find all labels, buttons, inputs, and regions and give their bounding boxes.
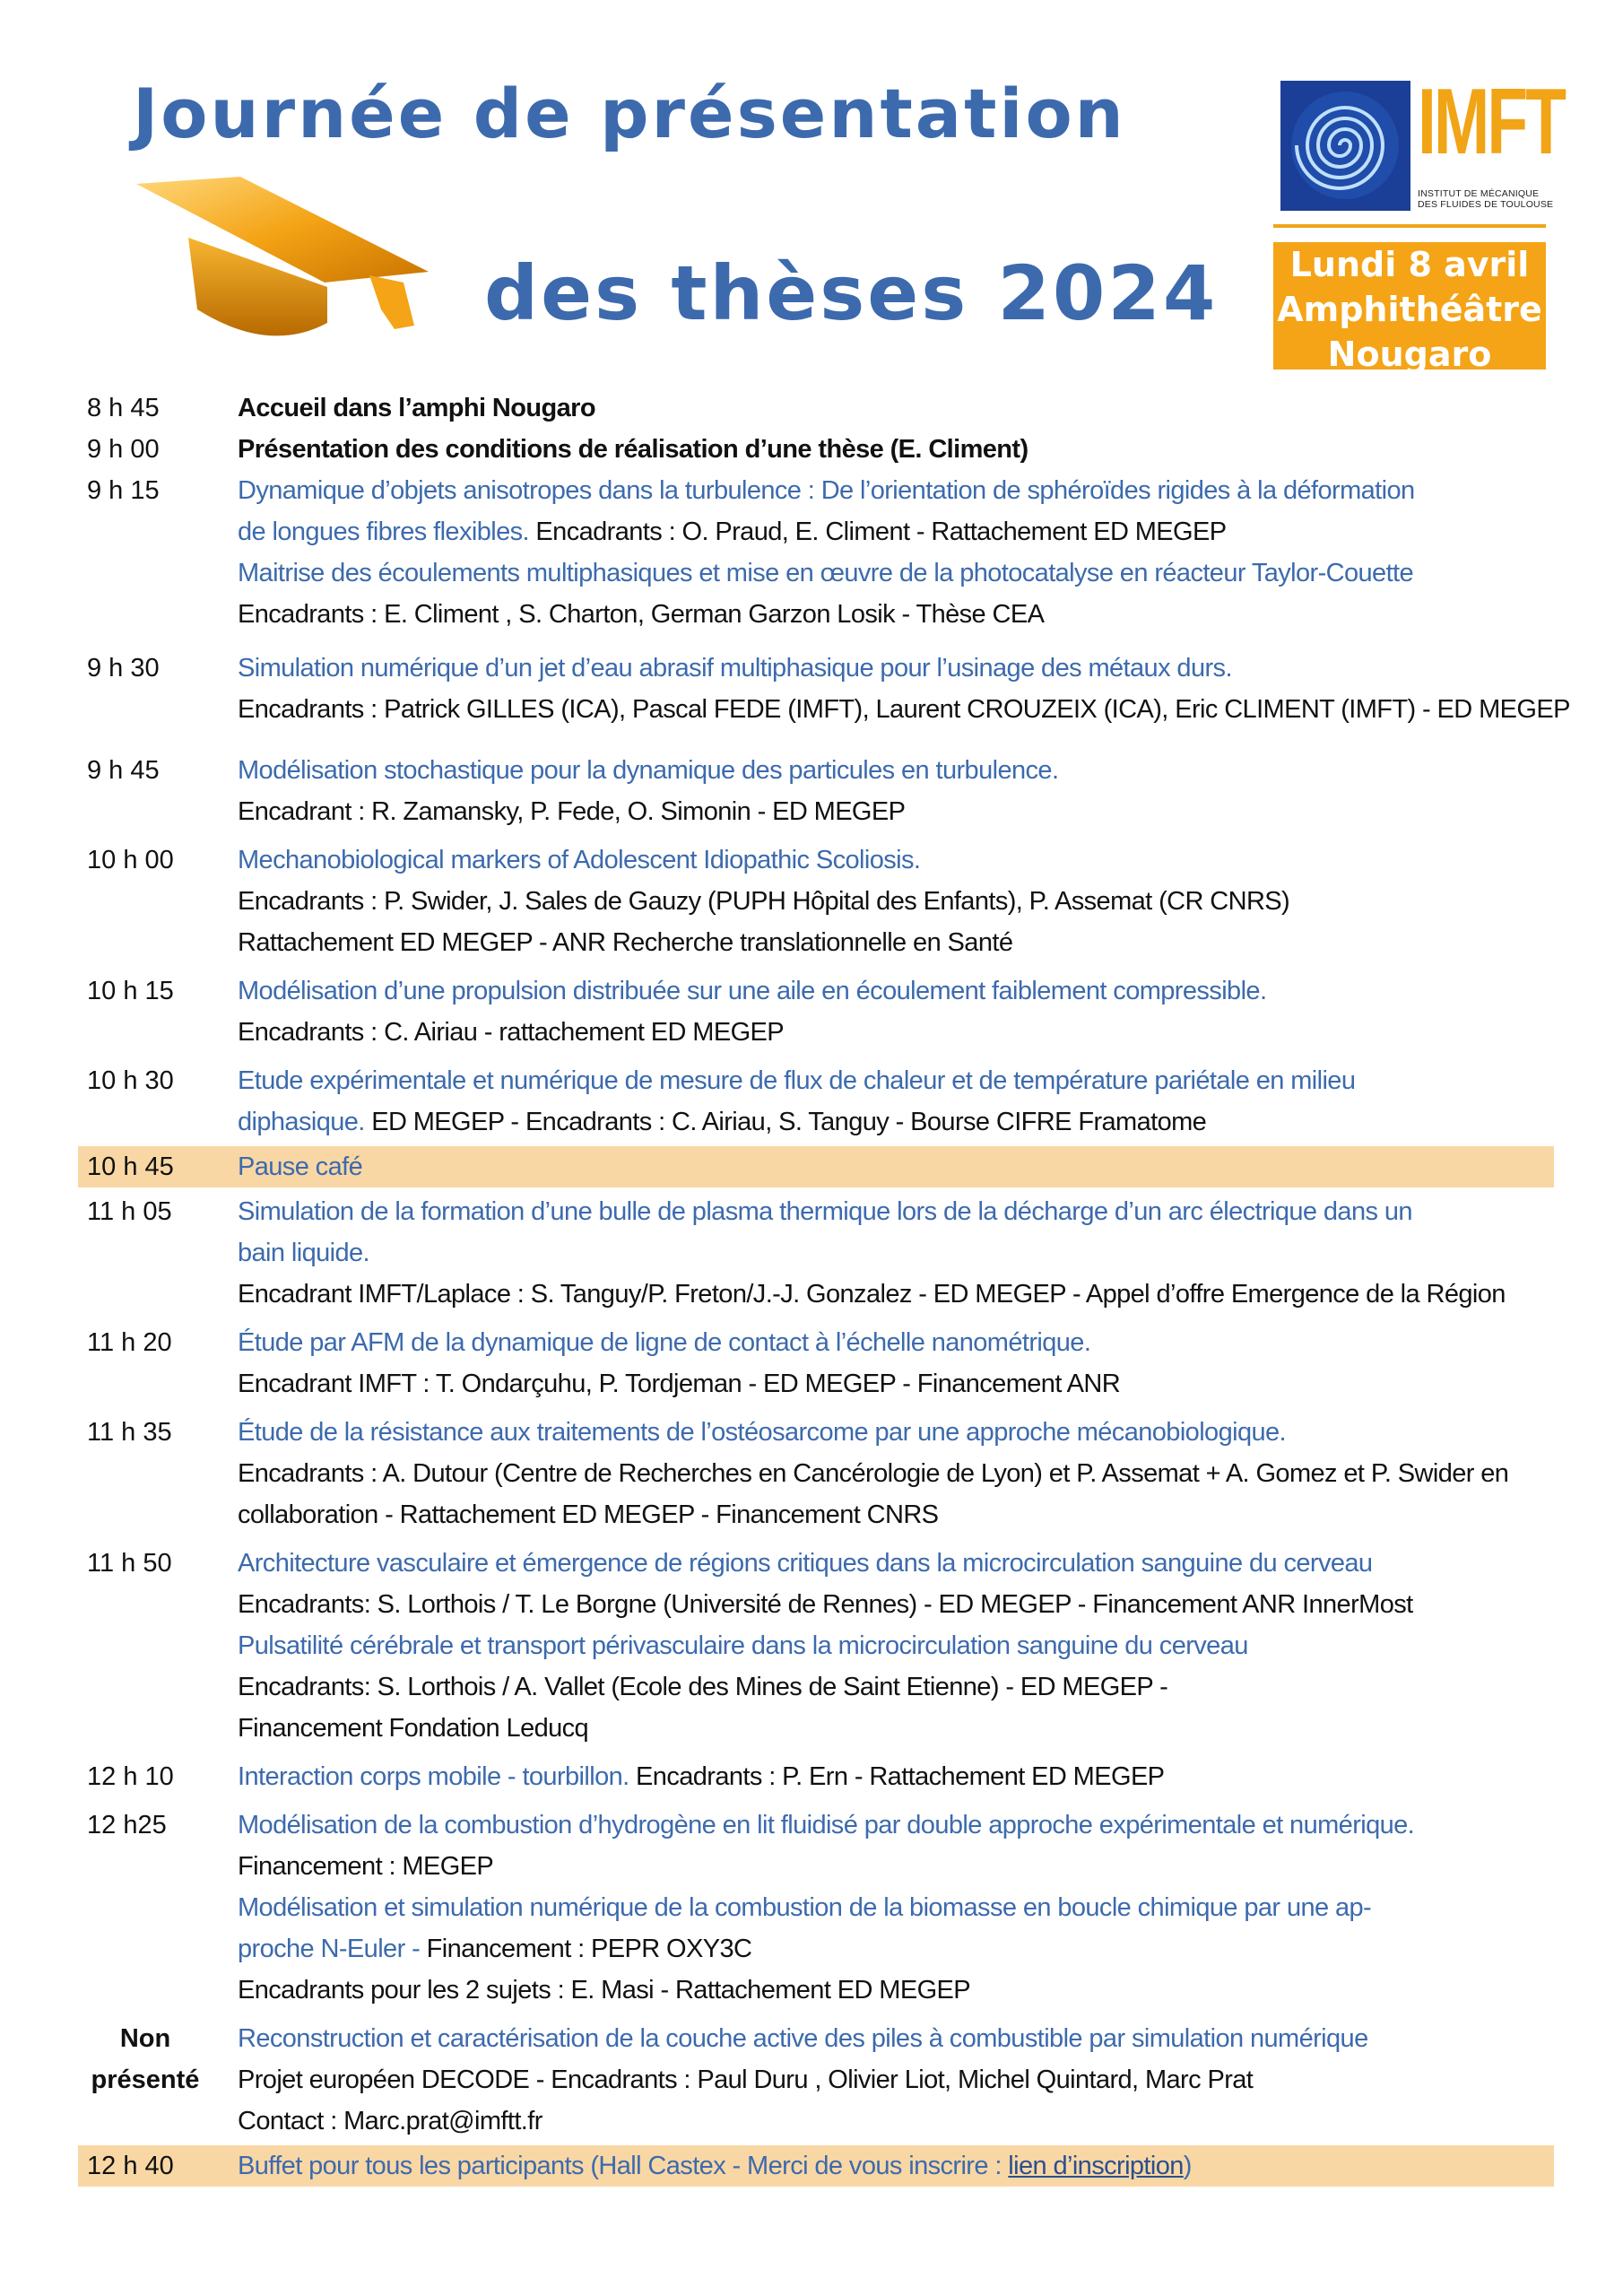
schedule-row xyxy=(78,1191,1554,1315)
schedule-line xyxy=(238,429,1554,470)
text-segment: Pause café xyxy=(238,1152,363,1181)
schedule-time: 10 h 30 xyxy=(87,1066,174,1095)
schedule-line xyxy=(238,1970,1554,2011)
schedule-line xyxy=(238,1846,1554,1887)
schedule-row xyxy=(78,2145,1554,2187)
schedule-row xyxy=(78,1146,1554,1187)
schedule-line xyxy=(238,970,1554,1012)
text-segment: Étude par AFM de la dynamique de ligne de contact à l’échelle nanométrique. xyxy=(238,1328,1091,1357)
schedule-content xyxy=(238,2018,1554,2142)
text-segment: proche N-Euler - xyxy=(238,1935,427,1963)
schedule-content xyxy=(238,970,1554,1053)
text-segment: ED MEGEP - Encadrants : C. Airiau, S. Tanguy - Bourse CIFRE Framatome xyxy=(364,1108,1207,1136)
schedule-row xyxy=(78,1756,1554,1797)
schedule-line xyxy=(238,1012,1554,1053)
text-segment: Présentation des conditions de réalisation d’une thèse (E. Climent) xyxy=(238,435,1028,464)
text-segment: Dynamique d’objets anisotropes dans la turbulence : De l’orientation de sphéroïdes rigides à la déformation xyxy=(238,476,1415,505)
schedule-row xyxy=(78,470,1554,635)
text-segment: Encadrants : Patrick GILLES (ICA), Pascal FEDE (IMFT), Laurent CROUZEIX (ICA), Eric CLIMENT (IMFT) - ED MEGEP xyxy=(238,695,1570,724)
schedule-row xyxy=(78,839,1554,963)
schedule-time: 11 h 50 xyxy=(87,1549,172,1578)
schedule-time: 12 h 10 xyxy=(87,1762,174,1791)
title-line2: des thèses 2024 xyxy=(484,249,1219,337)
schedule-time: 9 h 00 xyxy=(87,435,160,464)
schedule-time: 10 h 45 xyxy=(87,1152,174,1181)
text-segment: Interaction corps mobile - tourbillon. xyxy=(238,1762,629,1791)
schedule-row xyxy=(78,1322,1554,1405)
schedule-line xyxy=(238,1191,1554,1232)
text-segment: Contact : Marc.prat@imftt.fr xyxy=(238,2107,542,2135)
schedule-time xyxy=(78,2018,213,2100)
schedule-content xyxy=(238,470,1554,635)
text-segment: Encadrants : O. Praud, E. Climent - Rattachement ED MEGEP xyxy=(528,517,1227,546)
schedule-time: 12 h 40 xyxy=(87,2152,174,2180)
schedule-line xyxy=(238,648,1554,689)
text-segment: Projet européen DECODE - Encadrants : Paul Duru , Olivier Liot, Michel Quintard, Marc Prat xyxy=(238,2066,1254,2094)
text-segment: Architecture vasculaire et émergence de régions critiques dans la microcirculation sanguine du cerveau xyxy=(238,1549,1373,1578)
schedule-line xyxy=(238,511,1554,552)
schedule-time-line: Non xyxy=(119,2024,171,2053)
text-segment: Accueil dans l’amphi Nougaro xyxy=(238,394,595,422)
schedule-content xyxy=(238,839,1554,963)
schedule-row xyxy=(78,1412,1554,1535)
text-segment: Encadrants : A. Dutour (Centre de Recherches en Cancérologie de Lyon) et P. Assemat + A. Gomez et P. Swider en xyxy=(238,1459,1509,1488)
schedule-line xyxy=(238,1146,1554,1187)
text-segment: bain liquide. xyxy=(238,1239,369,1267)
schedule-line xyxy=(238,1101,1554,1143)
schedule-row xyxy=(78,1060,1554,1143)
schedule-line xyxy=(238,1928,1554,1970)
title-line1: Journée de présentation xyxy=(133,74,1126,153)
schedule-time: 9 h 45 xyxy=(87,756,160,785)
text-segment: Étude de la résistance aux traitements de l’ostéosarcome par une approche mécanobiologique. xyxy=(238,1418,1286,1447)
schedule-line xyxy=(238,922,1554,963)
text-segment: Modélisation d’une propulsion distribuée sur une aile en écoulement faiblement compressible. xyxy=(238,977,1267,1005)
schedule-line xyxy=(238,1887,1554,1928)
registration-link[interactable]: lien d’inscription xyxy=(1008,2152,1184,2180)
schedule-line xyxy=(238,1756,1554,1797)
schedule-row xyxy=(78,750,1554,832)
schedule-content xyxy=(238,750,1554,832)
text-segment: Buffet pour tous les participants (Hall Castex - Merci de vous inscrire : xyxy=(238,2152,1009,2180)
schedule-line xyxy=(238,1453,1554,1494)
spiral-logo-icon xyxy=(1280,81,1410,211)
logo-word: IMFT xyxy=(1418,70,1565,174)
schedule-row xyxy=(78,387,1554,429)
schedule-row xyxy=(78,648,1570,730)
schedule-row xyxy=(78,2018,1554,2142)
schedule-content xyxy=(238,1805,1554,2011)
schedule-line xyxy=(238,750,1554,791)
schedule-time: 11 h 35 xyxy=(87,1418,172,1447)
schedule-row xyxy=(78,1805,1554,2011)
text-segment: Financement Fondation Leducq xyxy=(238,1714,589,1743)
schedule-time: 12 h25 xyxy=(87,1811,167,1839)
schedule-line xyxy=(238,470,1554,511)
schedule-line xyxy=(238,1625,1554,1666)
schedule-line xyxy=(238,1322,1554,1363)
schedule-content xyxy=(238,1322,1554,1405)
date-line2: Amphithéâtre xyxy=(1277,290,1542,329)
logo-sub-line1: INSTITUT DE MÉCANIQUE xyxy=(1418,188,1540,199)
text-segment: Pulsatilité cérébrale et transport périvasculaire dans la microcirculation sanguine du cerveau xyxy=(238,1631,1248,1660)
text-segment: Modélisation stochastique pour la dynamique des particules en turbulence. xyxy=(238,756,1059,785)
schedule-row xyxy=(78,970,1554,1053)
schedule-time: 9 h 30 xyxy=(87,654,160,683)
text-segment: Encadrants : E. Climent , S. Charton, German Garzon Losik - Thèse CEA xyxy=(238,600,1045,629)
schedule-line xyxy=(238,552,1554,594)
text-segment: Encadrants pour les 2 sujets : E. Masi - Rattachement ED MEGEP xyxy=(238,1976,971,2005)
schedule-line xyxy=(238,1060,1554,1101)
schedule-content xyxy=(238,1146,1554,1187)
logo-sub-line2: DES FLUIDES DE TOULOUSE xyxy=(1418,199,1554,210)
text-segment: Encadrants : P. Swider, J. Sales de Gauzy (PUPH Hôpital des Enfants), P. Assemat (CR CNRS) xyxy=(238,887,1290,916)
schedule-line xyxy=(238,1584,1554,1625)
text-segment: Encadrant IMFT/Laplace : S. Tanguy/P. Freton/J.-J. Gonzalez - ED MEGEP - Appel d’offre Emergence de la Région xyxy=(238,1280,1506,1309)
schedule-row xyxy=(78,1543,1554,1749)
schedule-line xyxy=(238,791,1554,832)
graduation-cap-icon xyxy=(135,175,430,345)
schedule-line xyxy=(238,1494,1554,1535)
schedule-content xyxy=(238,2145,1554,2187)
schedule-time: 10 h 00 xyxy=(87,846,174,874)
schedule-line xyxy=(238,1708,1554,1749)
schedule-content xyxy=(238,1756,1554,1797)
schedule-content xyxy=(238,1412,1554,1535)
text-segment: Financement : PEPR OXY3C xyxy=(426,1935,752,1963)
text-segment: Modélisation de la combustion d’hydrogène en lit fluidisé par double approche expérimentale et numérique. xyxy=(238,1811,1415,1839)
schedule-time: 11 h 20 xyxy=(87,1328,172,1357)
orange-divider xyxy=(1273,224,1546,228)
text-segment: Rattachement ED MEGEP - ANR Recherche translationnelle en Santé xyxy=(238,928,1013,957)
schedule-line xyxy=(238,2018,1554,2059)
schedule-time: 11 h 05 xyxy=(87,1197,172,1226)
text-segment: Modélisation et simulation numérique de la combustion de la biomasse en boucle chimique par une ap- xyxy=(238,1893,1372,1922)
text-segment: ) xyxy=(1183,2152,1192,2180)
schedule-line xyxy=(238,1805,1554,1846)
text-segment: Encadrants : P. Ern - Rattachement ED MEGEP xyxy=(629,1762,1165,1791)
schedule-line xyxy=(238,2059,1554,2100)
schedule-time-line: présenté xyxy=(91,2066,200,2094)
schedule-time: 8 h 45 xyxy=(87,394,160,422)
text-segment: Etude expérimentale et numérique de mesure de flux de chaleur et de température pariétale en milieu xyxy=(238,1066,1356,1095)
text-segment: Encadrant IMFT : T. Ondarçuhu, P. Tordjeman - ED MEGEP - Financement ANR xyxy=(238,1370,1121,1398)
date-line1: Lundi 8 avril xyxy=(1289,245,1530,284)
schedule-line xyxy=(238,2100,1554,2142)
text-segment: Simulation numérique d’un jet d’eau abrasif multiphasique pour l’usinage des métaux durs. xyxy=(238,654,1232,683)
schedule-time: 9 h 15 xyxy=(87,476,160,505)
schedule-line xyxy=(238,1666,1554,1708)
schedule-line xyxy=(238,839,1554,881)
schedule-line xyxy=(238,594,1554,635)
text-segment: Encadrants: S. Lorthois / A. Vallet (Ecole des Mines de Saint Etienne) - ED MEGEP - xyxy=(238,1673,1168,1701)
date-box xyxy=(1273,242,1546,374)
schedule-line xyxy=(238,1412,1554,1453)
schedule-list xyxy=(78,387,1570,2187)
text-segment: Maitrise des écoulements multiphasiques et mise en œuvre de la photocatalyse en réacteur Taylor-Couette xyxy=(238,559,1414,587)
schedule-time: 10 h 15 xyxy=(87,977,174,1005)
schedule-content xyxy=(238,1543,1554,1749)
schedule-row xyxy=(78,429,1554,470)
text-segment: de longues fibres flexibles. xyxy=(238,517,529,546)
text-segment: diphasique. xyxy=(238,1108,365,1136)
text-segment: Encadrants : C. Airiau - rattachement ED MEGEP xyxy=(238,1018,785,1047)
imft-logo xyxy=(1280,70,1567,211)
schedule-line xyxy=(238,1274,1554,1315)
text-segment: Financement : MEGEP xyxy=(238,1852,494,1881)
schedule-content xyxy=(238,387,1554,429)
schedule-content xyxy=(238,429,1554,470)
logo-subtitle xyxy=(1418,188,1553,210)
schedule-line xyxy=(238,689,1570,730)
text-segment: collaboration - Rattachement ED MEGEP - Financement CNRS xyxy=(238,1500,939,1529)
schedule-content xyxy=(238,1191,1554,1315)
schedule-line xyxy=(238,1363,1554,1405)
text-segment: Simulation de la formation d’une bulle de plasma thermique lors de la décharge d’un arc électrique dans un xyxy=(238,1197,1412,1226)
text-segment: Mechanobiological markers of Adolescent Idiopathic Scoliosis. xyxy=(238,846,921,874)
schedule-line xyxy=(238,2145,1554,2187)
schedule-line xyxy=(238,1543,1554,1584)
date-line3: Nougaro xyxy=(1327,335,1492,374)
schedule-content xyxy=(238,1060,1554,1143)
schedule-content xyxy=(238,648,1570,730)
text-segment: Encadrant : R. Zamansky, P. Fede, O. Simonin - ED MEGEP xyxy=(238,797,906,826)
text-segment: Reconstruction et caractérisation de la couche active des piles à combustible par simulation numérique xyxy=(238,2024,1368,2053)
text-segment: Encadrants: S. Lorthois / T. Le Borgne (Université de Rennes) - ED MEGEP - Financement ANR InnerMost xyxy=(238,1590,1413,1619)
schedule-line xyxy=(238,881,1554,922)
schedule-line xyxy=(238,1232,1554,1274)
schedule-line xyxy=(238,387,1554,429)
